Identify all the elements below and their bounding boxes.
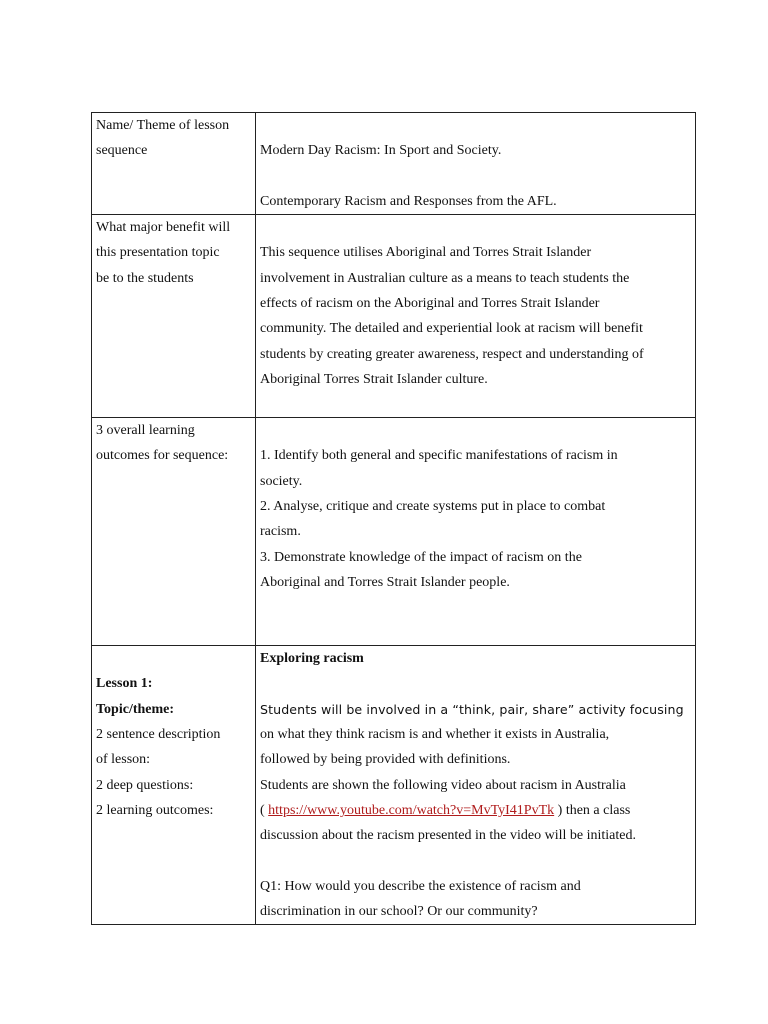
benefit-text-line: students by creating greater awareness, respect and understanding of (260, 346, 644, 362)
table-row-name-theme (92, 113, 696, 215)
outcome-line: society. (260, 473, 303, 489)
youtube-video-link[interactable]: https://www.youtube.com/watch?v=MvTyI41PvTk (268, 802, 555, 818)
lesson-intro-line: followed by being provided with definitions. (260, 752, 511, 768)
label-text: this presentation topic (96, 245, 220, 261)
lesson-plan-table (91, 112, 696, 925)
value-cell-benefit (256, 215, 696, 418)
lesson-discussion-line: discussion about the racism presented in the video will be initiated. (260, 828, 636, 844)
outcome-line: 3. Demonstrate knowledge of the impact of racism on the (260, 549, 582, 565)
link-suffix: ) then a class (554, 802, 631, 818)
label-cell-name-theme (92, 113, 256, 215)
benefit-text-line: involvement in Australian culture as a means to teach students the (260, 270, 630, 286)
theme-subtitle: Contemporary Racism and Responses from the AFL. (260, 193, 557, 209)
label-text: What major benefit will (96, 220, 231, 236)
lesson-heading: Exploring racism (260, 651, 364, 667)
question-line: discrimination in our school? Or our community? (260, 904, 538, 920)
table-row-lesson-1 (92, 646, 696, 925)
lesson-intro-line: Students will be involved in a “think, pair, share” activity focusing (260, 701, 684, 717)
label-text: of lesson: (96, 752, 151, 768)
label-text: outcomes for sequence: (96, 448, 229, 464)
outcome-line: racism. (260, 524, 301, 540)
video-link-line (260, 798, 691, 823)
lesson-intro-line: Students are shown the following video about racism in Australia (260, 777, 626, 793)
label-text: be to the students (96, 270, 194, 286)
lesson-intro-line: on what they think racism is and whether it exists in Australia, (260, 727, 610, 743)
label-cell-learning-outcomes (92, 418, 256, 646)
benefit-text-line: effects of racism on the Aboriginal and Torres Strait Islander (260, 296, 600, 312)
label-cell-lesson-1 (92, 646, 256, 925)
label-text: 2 learning outcomes: (96, 802, 214, 818)
value-cell-name-theme (256, 113, 696, 215)
benefit-text-line: community. The detailed and experiential look at racism will benefit (260, 321, 643, 337)
label-text: Name/ Theme of lesson (96, 118, 230, 133)
label-text: sequence (96, 143, 148, 159)
link-prefix: ( (260, 802, 269, 818)
label-text: 3 overall learning (96, 423, 195, 439)
lesson-number-label: Lesson 1: (96, 676, 153, 692)
topic-theme-label: Topic/theme: (96, 701, 175, 717)
outcome-line: 1. Identify both general and specific manifestations of racism in (260, 448, 618, 464)
question-line: Q1: How would you describe the existence of racism and (260, 878, 581, 894)
outcome-line: Aboriginal and Torres Strait Islander people. (260, 574, 510, 590)
label-text: 2 deep questions: (96, 777, 194, 793)
value-cell-learning-outcomes (256, 418, 696, 646)
label-text: 2 sentence description (96, 727, 221, 743)
value-cell-lesson-1 (256, 646, 696, 925)
outcome-line: 2. Analyse, critique and create systems put in place to combat (260, 499, 606, 515)
theme-title: Modern Day Racism: In Sport and Society. (260, 143, 502, 159)
table-row-benefit (92, 215, 696, 418)
table-row-learning-outcomes (92, 418, 696, 646)
benefit-text-line: Aboriginal Torres Strait Islander culture. (260, 371, 488, 387)
label-cell-benefit (92, 215, 256, 418)
benefit-text-line: This sequence utilises Aboriginal and Torres Strait Islander (260, 245, 592, 261)
